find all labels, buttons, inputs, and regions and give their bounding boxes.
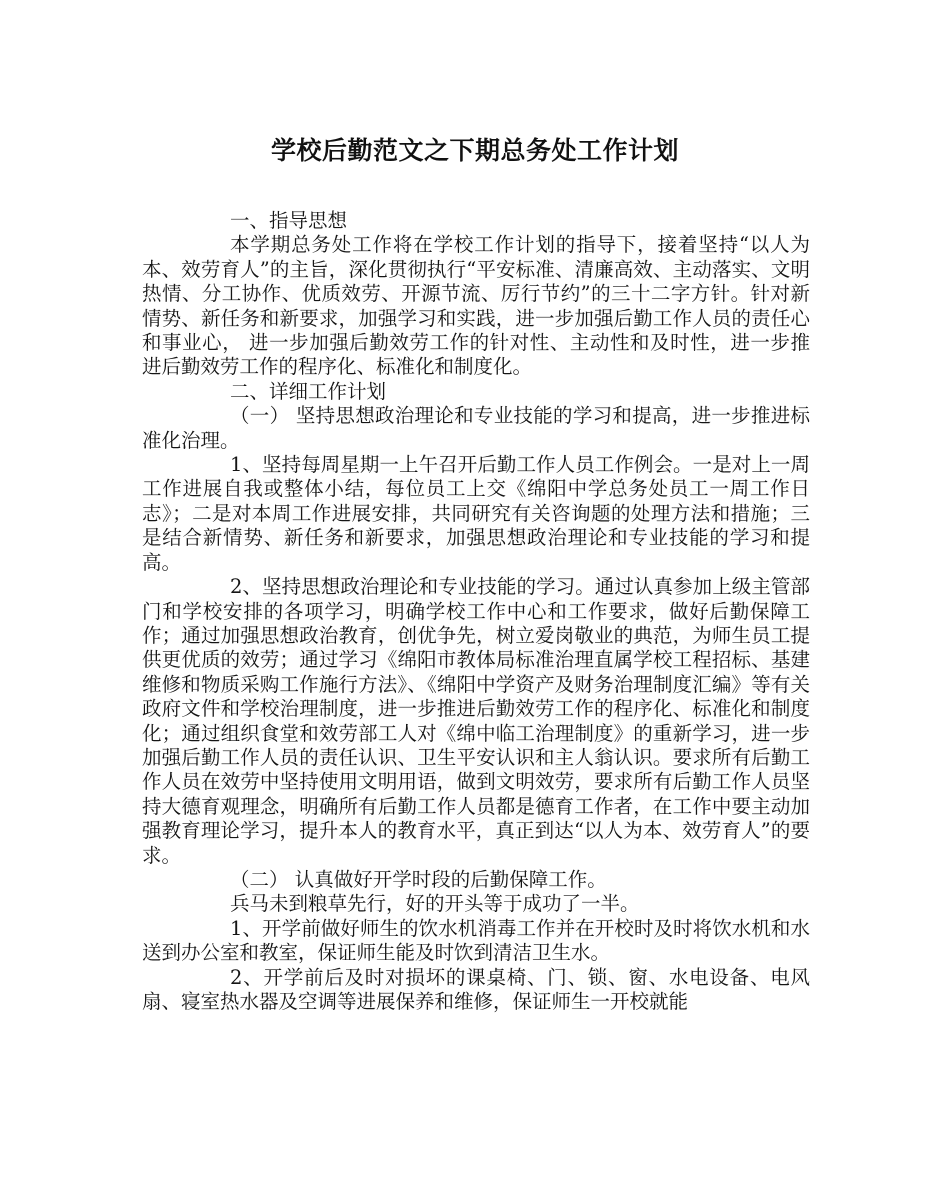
document-title: 学校后勤范文之下期总务处工作计划 (270, 136, 679, 165)
subsection-heading-2: （二） 认真做好开学时段的后勤保障工作。 (230, 867, 607, 891)
paragraph-item-2: 2、坚持思想政治理论和专业技能的学习。通过认真参加上级主管部门和学校安排的各项学习，明确学校工作中心和工作要求，做好后勤保障工作；通过加强思想政治教育，创优争先，树立爱岗敬业的典范，为师生员工提供更优质的效劳；通过学习《绵阳市教体局标准治理直属学校工程招标、基建维修和物质采购工作施行方法》、《绵阳中学资产及财务治理制度汇编》等有关政府文件和学校治理制度，进一步推进后勤效劳工作的程序化、标准化和制度化；通过组织食堂和效劳部工人对《绵中临工治理制度》的重新学习，进一步加强后勤工作人员的责任认识、卫生平安认识和主人翁认识。要求所有后勤工作人员在效劳中坚持使用文明用语，做到文明效劳，要求所有后勤工作人员坚持大德育观理念，明确所有后勤工作人员都是德育工作者，在工作中要主动加强教育理论学习，提升本人的教育水平，真正到达“以人为本、效劳育人”的要求。 (142, 575, 810, 867)
section-heading-guiding-ideology: 一、指导思想 (230, 209, 348, 232)
paragraph-item-1: 1、坚持每周星期一上午召开后勤工作人员工作例会。一是对上一周工作进展自我或整体小结，每位员工上交《绵阳中学总务处员工一周工作日志》；二是对本周工作进展安排，共同研究有关咨询题的处理方法和措施；三是结合新情势、新任务和新要求，加强思想政治理论和专业技能的学习和提高。 (142, 453, 810, 574)
paragraph-guiding-ideology: 本学期总务处工作将在学校工作计划的指导下，接着坚持“以人为本、效劳育人”的主旨，深化贯彻执行“平安标准、清廉高效、主动落实、文明热情、分工协作、优质效劳、开源节流、厉行节约”的三十二字方针。针对新情势、新任务和新要求，加强学习和实践，进一步加强后勤工作人员的责任心和事业心， 进一步加强后勤效劳工作的针对性、主动性和及时性，进一步推进后勤效劳工作的程序化、标准化和制度化。 (142, 233, 810, 379)
section-heading-work-plan: 二、详细工作计划 (230, 379, 387, 403)
document-body (142, 209, 810, 1014)
paragraph-intro-2: 兵马未到粮草先行，好的开头等于成功了一半。 (230, 892, 640, 916)
paragraph-item-2-1: 1、开学前做好师生的饮水机消毒工作并在开校时及时将饮水机和水送到办公室和教室，保证师生能及时饮到清洁卫生水。 (142, 916, 810, 965)
subsection-heading-1: （一） 坚持思想政治理论和专业技能的学习和提高，进一步推进标准化治理。 (142, 404, 810, 452)
paragraph-item-2-2: 2、开学前后及时对损坏的课桌椅、门、锁、窗、水电设备、电风扇、寝室热水器及空调等进展保养和维修，保证师生一开校就能 (142, 965, 810, 1013)
